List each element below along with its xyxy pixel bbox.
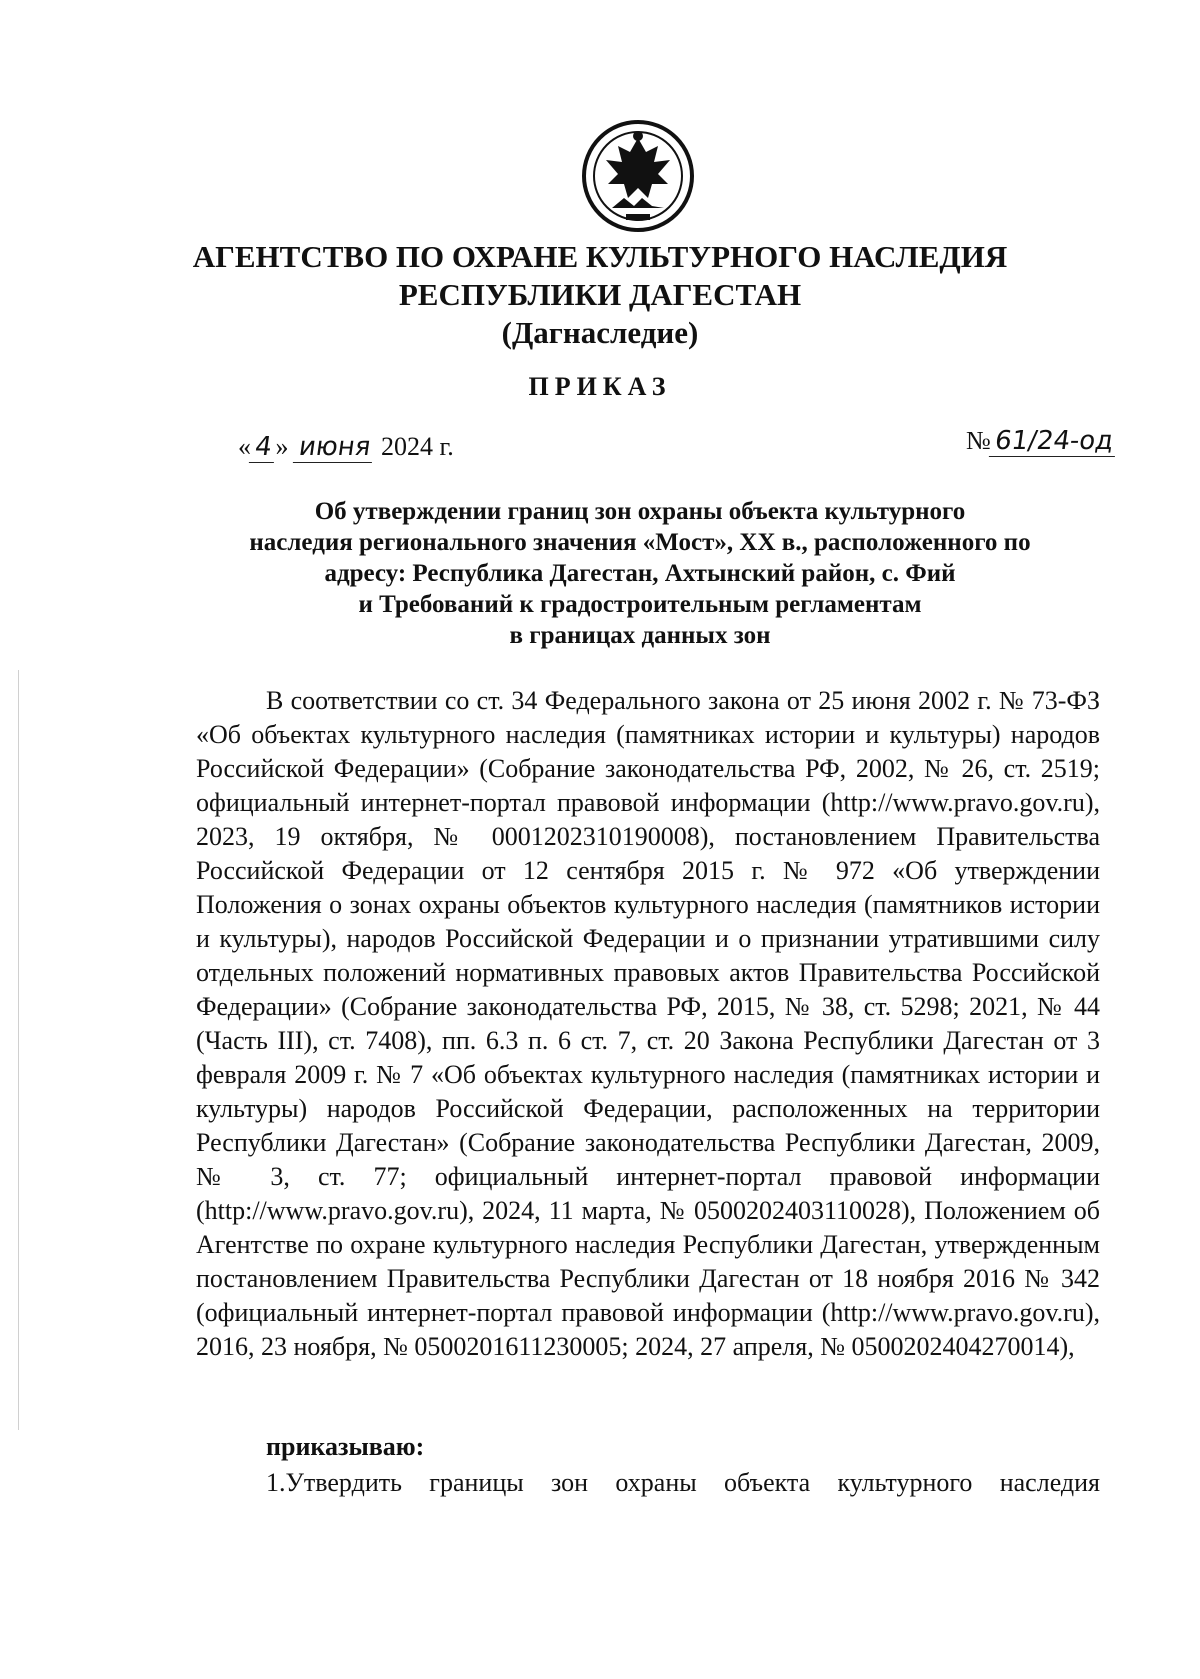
date-year: 2024 г. [380,432,454,461]
subject-line: наследия регионального значения «Мост», XX в., расположенного по [249,529,1031,556]
item-1-text: 1.Утвердить границы зон охраны объекта культурного наследия [266,1468,1100,1497]
order-word: приказываю: [266,1432,425,1461]
agency-header [0,238,1200,352]
order-subject [180,496,1100,651]
number-value: 61/24-од [989,426,1120,457]
agency-name-line1: АГЕНТСТВО ПО ОХРАНЕ КУЛЬТУРНОГО НАСЛЕДИЯ [192,239,1008,274]
document-type-title: ПРИКАЗ [528,372,672,401]
date-day: 4 [249,432,278,463]
date-close-quote: » [275,432,289,461]
number-prefix: № [966,426,991,455]
agency-short-name: (Дагнаследие) [501,315,699,350]
body-text [196,684,1100,1364]
subject-line: и Требований к градостроительным регламентам [358,591,922,618]
subject-line: Об утверждении границ зон охраны объекта культурного [314,498,966,525]
scan-edge-line [18,670,19,1430]
coat-of-arms-icon [578,118,698,236]
date-open-quote: « [238,432,251,461]
date-month: июня [293,432,377,463]
preamble-paragraph: В соответствии со ст. 34 Федерального закона от 25 июня 2002 г. № 73-ФЗ «Об объектах культурного наследия (памятниках истории и культуры) народов Российской Федерации» (Собрание законодательства РФ, 2002, № 26, ст. 2519; официальный интернет-портал правовой информации (http://www.pravo.gov.ru), 2023, 19 октября, № 0001202310190008), постановлением Правительства Российской Федерации от 12 сентября 2015 г. № 972 «Об утверждении Положения о зонах охраны объектов культурного наследия (памятников истории и культуры), народов Российской Федерации и о признании утратившими силу отдельных положений нормативных правовых актов Правительства Российской Федерации» (Собрание законодательства РФ, 2015, № 38, ст. 5298; 2021, № 44 (Часть III), ст. 7408), пп. 6.3 п. 6 ст. 7, ст. 20 Закона Республики Дагестан от 3 февраля 2009 г. № 7 «Об объектах культурного наследия (памятниках истории и культуры) народов Российской Федерации, расположенных на территории Республики Дагестан» (Собрание законодательства Республики Дагестан, 2009, № 3, ст. 77; официальный интернет-портал правовой информации (http://www.pravo.gov.ru), 2024, 11 марта, № 0500202403110028), Положением об Агентстве по охране культурного наследия Республики Дагестан, утвержденным постановлением Правительства Республики Дагестан от 18 ноября 2016 № 342 (официальный интернет-портал правовой информации (http://www.pravo.gov.ru), 2016, 23 ноября, № 0500201611230005; 2024, 27 апреля, № 0500202404270014), [196,686,1100,1361]
order-number [966,426,1117,457]
subject-line: в границах данных зон [509,622,771,649]
agency-name-line2: РЕСПУБЛИКИ ДАГЕСТАН [398,277,802,312]
order-date [238,432,454,463]
subject-line: адресу: Республика Дагестан, Ахтынский район, с. Фий [324,560,956,587]
